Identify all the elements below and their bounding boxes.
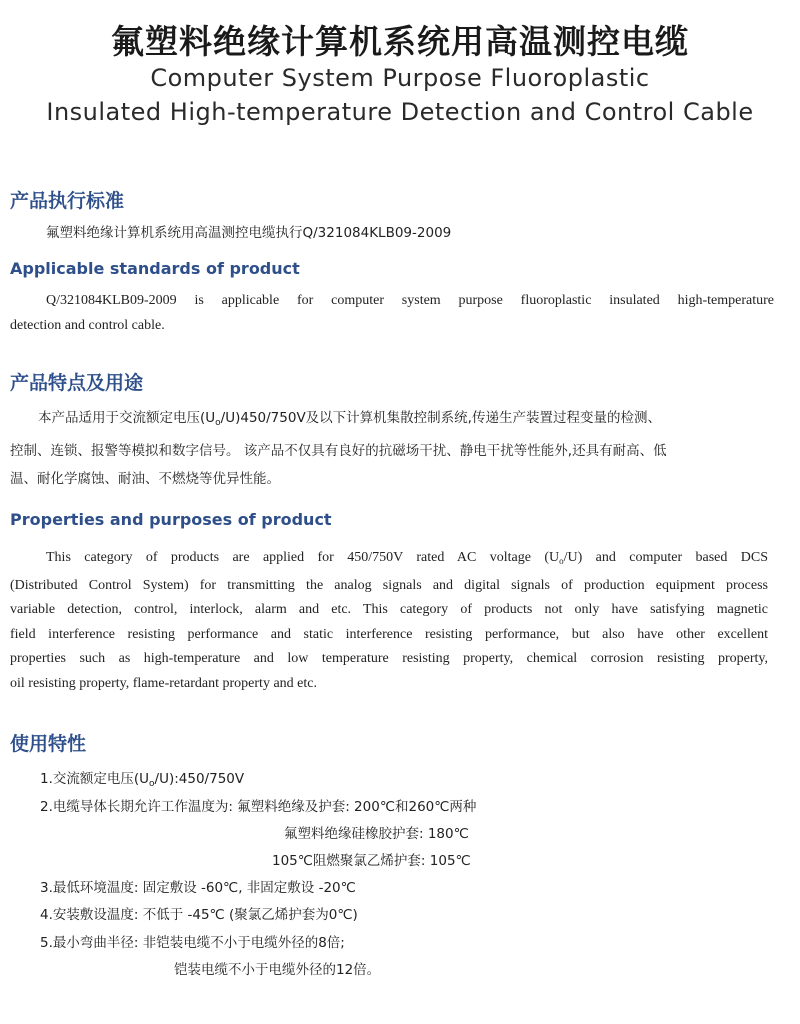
usage-item-2-sub-1: 氟塑料绝缘硅橡胶护套: 180℃ [284,826,469,842]
features-text-chinese-line-1-part-b: /U)450/750V及以下计算机集散控制系统,传递生产装置过程变量的检测、 [220,410,661,426]
features-text-english-line-1-part-b: /U) and computer based DCS [563,550,768,565]
usage-item-1-part-b: /U):450/750V [154,771,245,787]
standards-heading-chinese: 产品执行标准 [10,190,125,212]
usage-item-1-subscript: o [149,779,155,789]
features-text-english-line-3: variable detection, control, interlock, alarm and etc. This category of products not only have satisfying magnetic [10,602,768,617]
usage-item-4: 4.安装敷设温度: 不低于 -45℃ (聚氯乙烯护套为0℃) [40,907,358,923]
features-text-english [10,546,768,696]
usage-item-2-sub-2: 105℃阻燃聚氯乙烯护套: 105℃ [272,853,471,869]
standards-text-chinese-line: 氟塑料绝缘计算机系统用高温测控电缆执行Q/321084KLB09-2009 [46,225,452,241]
features-text-english-line-5: properties such as high-temperature and low temperature resisting property, chemical corrosion resisting property, [10,651,768,666]
features-text-english-line-1 [10,546,768,574]
usage-item-3: 3.最低环境温度: 固定敷设 -60℃, 非固定敷设 -20℃ [40,880,356,896]
page-title-english-line-2: Insulated High-temperature Detection and Control Cable [46,98,754,126]
standards-text-english-line-2: detection and control cable. [10,317,165,333]
standards-text-english [10,289,774,338]
page-title-english-line-1: Computer System Purpose Fluoroplastic [150,64,650,92]
usage-item-5-sub: 铠装电缆不小于电缆外径的12倍。 [174,962,381,978]
features-text-chinese-line-2: 控制、连锁、报警等模拟和数字信号。 该产品不仅具有良好的抗磁场干扰、静电干扰等性能外,还具有耐高、低 [10,443,667,459]
usage-item-5: 5.最小弯曲半径: 非铠装电缆不小于电缆外径的8倍; [40,935,345,951]
features-text-chinese-line-1 [10,404,770,437]
features-text-chinese-line-1-part-a: 本产品适用于交流额定电压(U [38,410,216,426]
features-text-chinese [10,404,770,493]
features-text-english-line-2: (Distributed Control System) for transmitting the analog signals and digital signals of production equipment process [10,577,768,593]
standards-text-chinese [46,219,451,247]
features-text-english-line-1-part-a: This category of products are applied for 450/750V rated AC voltage (U [46,550,560,565]
features-text-english-line-1-subscript: o [559,556,564,566]
usage-item-2: 2.电缆导体长期允许工作温度为: 氟塑料绝缘及护套: 200℃和260℃两种 [40,799,477,815]
features-heading-english: Properties and purposes of product [10,510,332,529]
standards-heading-english: Applicable standards of product [10,259,300,278]
features-heading-chinese: 产品特点及用途 [10,372,144,394]
features-text-english-line-6: oil resisting property, flame-retardant property and etc. [10,675,317,691]
features-text-english-line-4: field interference resisting performance and static interference resisting performance, but also have other excellent [10,626,768,642]
features-text-chinese-line-1-subscript: o [215,418,221,428]
usage-item-1 [40,767,244,789]
page-title-chinese: 氟塑料绝缘计算机系统用高温测控电缆 [111,22,689,61]
features-text-chinese-line-3: 温、耐化学腐蚀、耐油、不燃烧等优异性能。 [10,471,280,487]
usage-item-1-part-a: 1.交流额定电压(U [40,771,150,787]
standards-text-english-line-1: Q/321084KLB09-2009 is applicable for computer system purpose fluoroplastic insulated high-temperature [46,293,774,308]
usage-heading-chinese: 使用特性 [10,733,87,755]
